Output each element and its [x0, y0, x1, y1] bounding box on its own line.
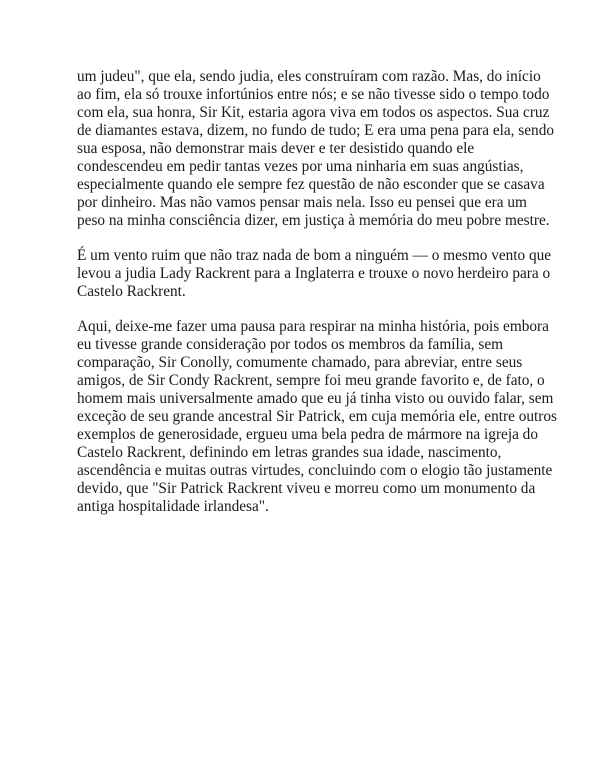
paragraph: Aqui, deixe-me fazer uma pausa para respirar na minha história, pois embora eu tivesse grande consideração por todos os membros da família, sem comparação, Sir Conolly, comumente chamado, para abreviar, entre seus amigos, de Sir Condy Rackrent, sempre foi meu grande favorito e, de fato, o homem mais universalmente amado que eu já tinha visto ou ouvido falar, sem exceção de seu grande ancestral Sir Patrick, em cuja memória ele, entre outros exemplos de generosidade, ergueu uma bela pedra de mármore na igreja do Castelo Rackrent, definindo em letras grandes sua idade, nascimento, ascendência e muitas outras virtudes, concluindo com o elogio tão justamente devido, que "Sir Patrick Rackrent viveu e morreu como um monumento da antiga hospitalidade irlandesa". — [77, 318, 557, 515]
document-page — [77, 68, 557, 516]
paragraph: É um vento ruim que não traz nada de bom a ninguém — o mesmo vento que levou a judia Lady Rackrent para a Inglaterra e trouxe o novo herdeiro para o Castelo Rackrent. — [77, 247, 552, 300]
paragraph: um judeu", que ela, sendo judia, eles construíram com razão. Mas, do início ao fim, ela só trouxe infortúnios entre nós; e se não tivesse sido o tempo todo com ela, sua honra, Sir Kit, estaria agora viva em todos os aspectos. Sua cruz de diamantes estava, dizem, no fundo de tudo; E era uma pena para ela, sendo sua esposa, não demonstrar mais dever e ter desistido quando ele condescendeu em pedir tantas vezes por uma ninharia em suas angústias, especialmente quando ele sempre fez questão de não esconder que se casava por dinheiro. Mas não vamos pensar mais nela. Isso eu pensei que era um peso na minha consciência dizer, em justiça à memória do meu pobre mestre. — [77, 68, 554, 229]
